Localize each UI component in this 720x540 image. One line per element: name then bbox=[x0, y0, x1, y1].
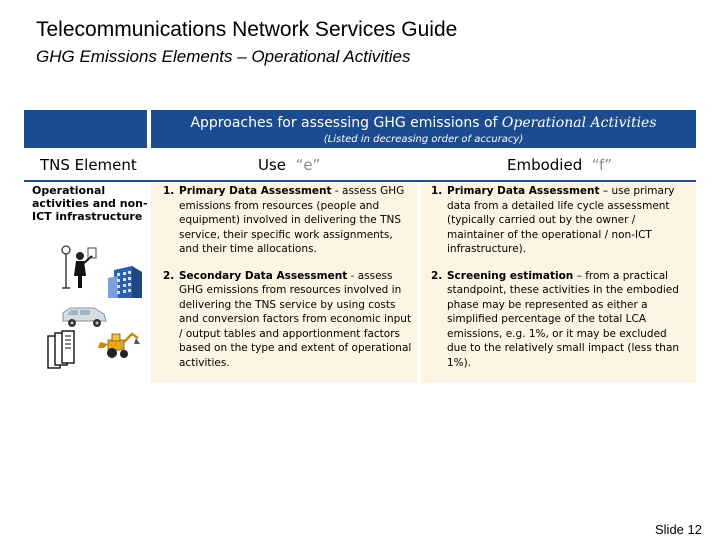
embodied-symbol: “f” bbox=[591, 156, 613, 174]
item-number: 2. bbox=[431, 269, 443, 282]
technician-icon bbox=[58, 244, 98, 290]
item-number: 1. bbox=[431, 185, 443, 197]
order-note: (Listed in decreasing order of accuracy) bbox=[323, 134, 524, 145]
item-number: 2. bbox=[163, 269, 175, 282]
server-cabinet-icon bbox=[46, 330, 76, 370]
use-approaches-list bbox=[163, 184, 413, 370]
item-number: 1. bbox=[163, 185, 175, 197]
header-divider bbox=[24, 180, 696, 182]
approaches-title bbox=[151, 115, 696, 131]
slide-title: Telecommunications Network Services Guide bbox=[36, 18, 458, 41]
use-heading bbox=[258, 156, 320, 174]
office-building-icon bbox=[106, 264, 146, 298]
list-item bbox=[431, 269, 686, 371]
item-text: - assess GHG emissions from resources (people and equipment) involved in delivering the TNS service, their specific work assignments, and their time allocations. bbox=[179, 185, 405, 255]
service-van-icon bbox=[60, 305, 108, 329]
item-bold-title: Screening estimation bbox=[447, 269, 574, 282]
approaches-title-text: Approaches for assessing GHG emissions of bbox=[190, 115, 502, 131]
item-text: - assess GHG emissions from resources involved in delivering the TNS service by using costs and conversion factors from economic input / output tables and apportionment factors based on the type and extent of operational activities. bbox=[179, 269, 412, 369]
item-bold-title: Primary Data Assessment bbox=[179, 185, 332, 197]
tns-element-heading: TNS Element bbox=[40, 156, 137, 174]
embodied-heading bbox=[507, 156, 612, 174]
list-item bbox=[431, 184, 686, 257]
use-symbol: “e” bbox=[295, 156, 321, 174]
use-heading-label: Use bbox=[258, 156, 287, 174]
tns-element-label: Operational activities and non-ICT infrastructure bbox=[32, 184, 148, 223]
item-text: – from a practical standpoint, these activities in the embodied phase may be represented as either a simplified percentage of the total LCA emissions, e.g. 1%, or it may be excluded due to the relatively small impact (less than 1%). bbox=[447, 269, 680, 369]
embodied-approaches-list bbox=[431, 184, 686, 370]
list-item bbox=[163, 184, 413, 257]
item-text: – use primary data from a detailed life cycle assessment (typically carried out by the owner / maintainer of the operational / non-ICT infrastructure). bbox=[447, 185, 675, 255]
slide-subtitle: GHG Emissions Elements – Operational Activities bbox=[36, 47, 411, 66]
backhoe-icon bbox=[96, 330, 142, 360]
item-bold-title: Secondary Data Assessment bbox=[179, 269, 348, 282]
approaches-title-italic: Operational Activities bbox=[501, 115, 657, 131]
approaches-header bbox=[151, 110, 696, 148]
list-item bbox=[163, 269, 413, 371]
header-left-block bbox=[24, 110, 147, 148]
slide-number: Slide 12 bbox=[655, 522, 702, 537]
embodied-heading-label: Embodied bbox=[507, 156, 583, 174]
item-bold-title: Primary Data Assessment bbox=[447, 185, 600, 197]
